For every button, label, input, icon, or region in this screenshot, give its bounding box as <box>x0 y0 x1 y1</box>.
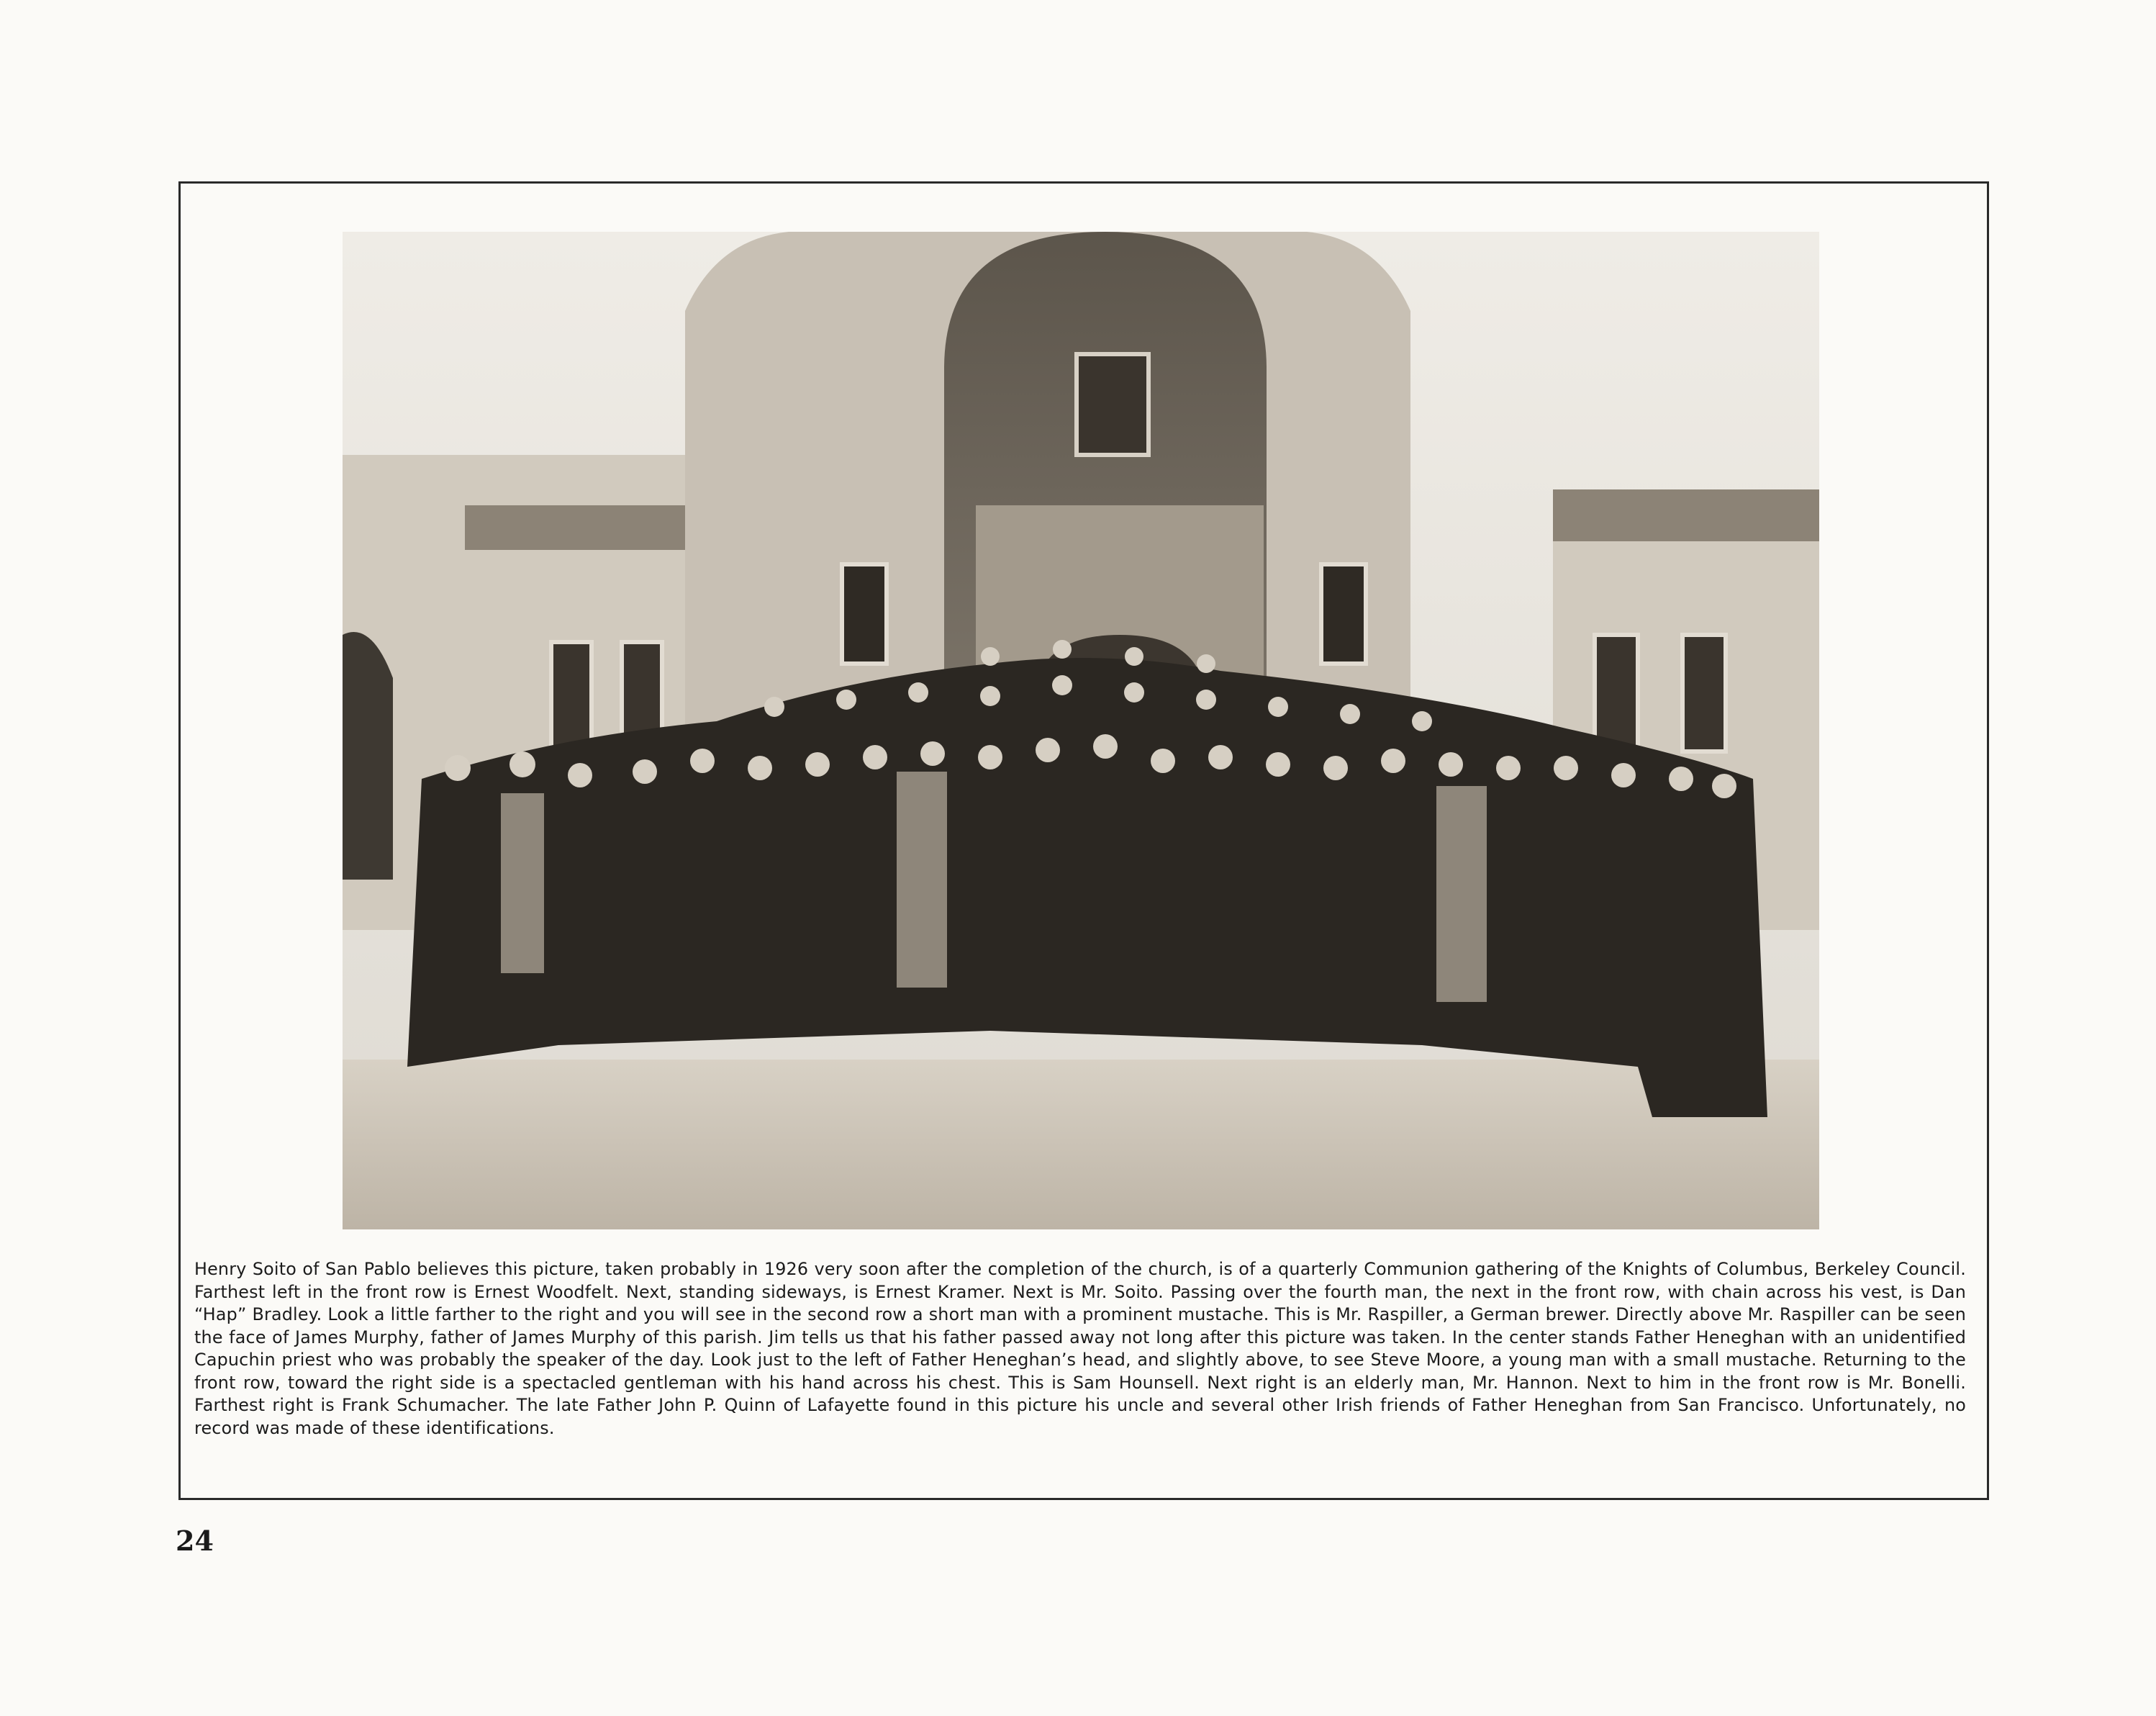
photo-caption: Henry Soito of San Pablo believes this picture, taken probably in 1926 very soon after the completion of the church, is of a quarterly Communion gathering of the Knights of Columbus, Berkeley Council. Farthest left in the front row is Ernest Woodfelt. Next, standing sideways, is Ernest Kramer. Next is Mr. Soito. Passing over the fourth man, the next in the front row, with chain across his vest, is Dan “Hap” Bradley. Look a little farther to the right and you will see in the second row a short man with a prominent mustache. This is Mr. Raspiller, a German brewer. Directly above Mr. Raspiller can be seen the face of James Murphy, father of James Murphy of this parish. Jim tells us that his father passed away not long after this picture was taken. In the center stands Father Heneghan with an unidentified Capuchin priest who was probably the speaker of the day. Look just to the left of Father Heneghan’s head, and slightly above, to see Steve Moore, a young man with a small mustache. Returning to the front row, toward the right side is a spectacled gentleman with his hand across his chest. This is Sam Hounsell. Next right is an elderly man, Mr. Hannon. Next to him in the front row is Mr. Bonelli. Farthest right is Frank Schumacher. The late Father John P. Quinn of Lafayette found in this picture his uncle and several other Irish friends of Father Heneghan from San Francisco. Unfortunately, no record was made of these identifications. <box>194 1259 1966 1438</box>
group-photograph <box>343 232 1819 1229</box>
page-number: 24 <box>176 1525 214 1557</box>
